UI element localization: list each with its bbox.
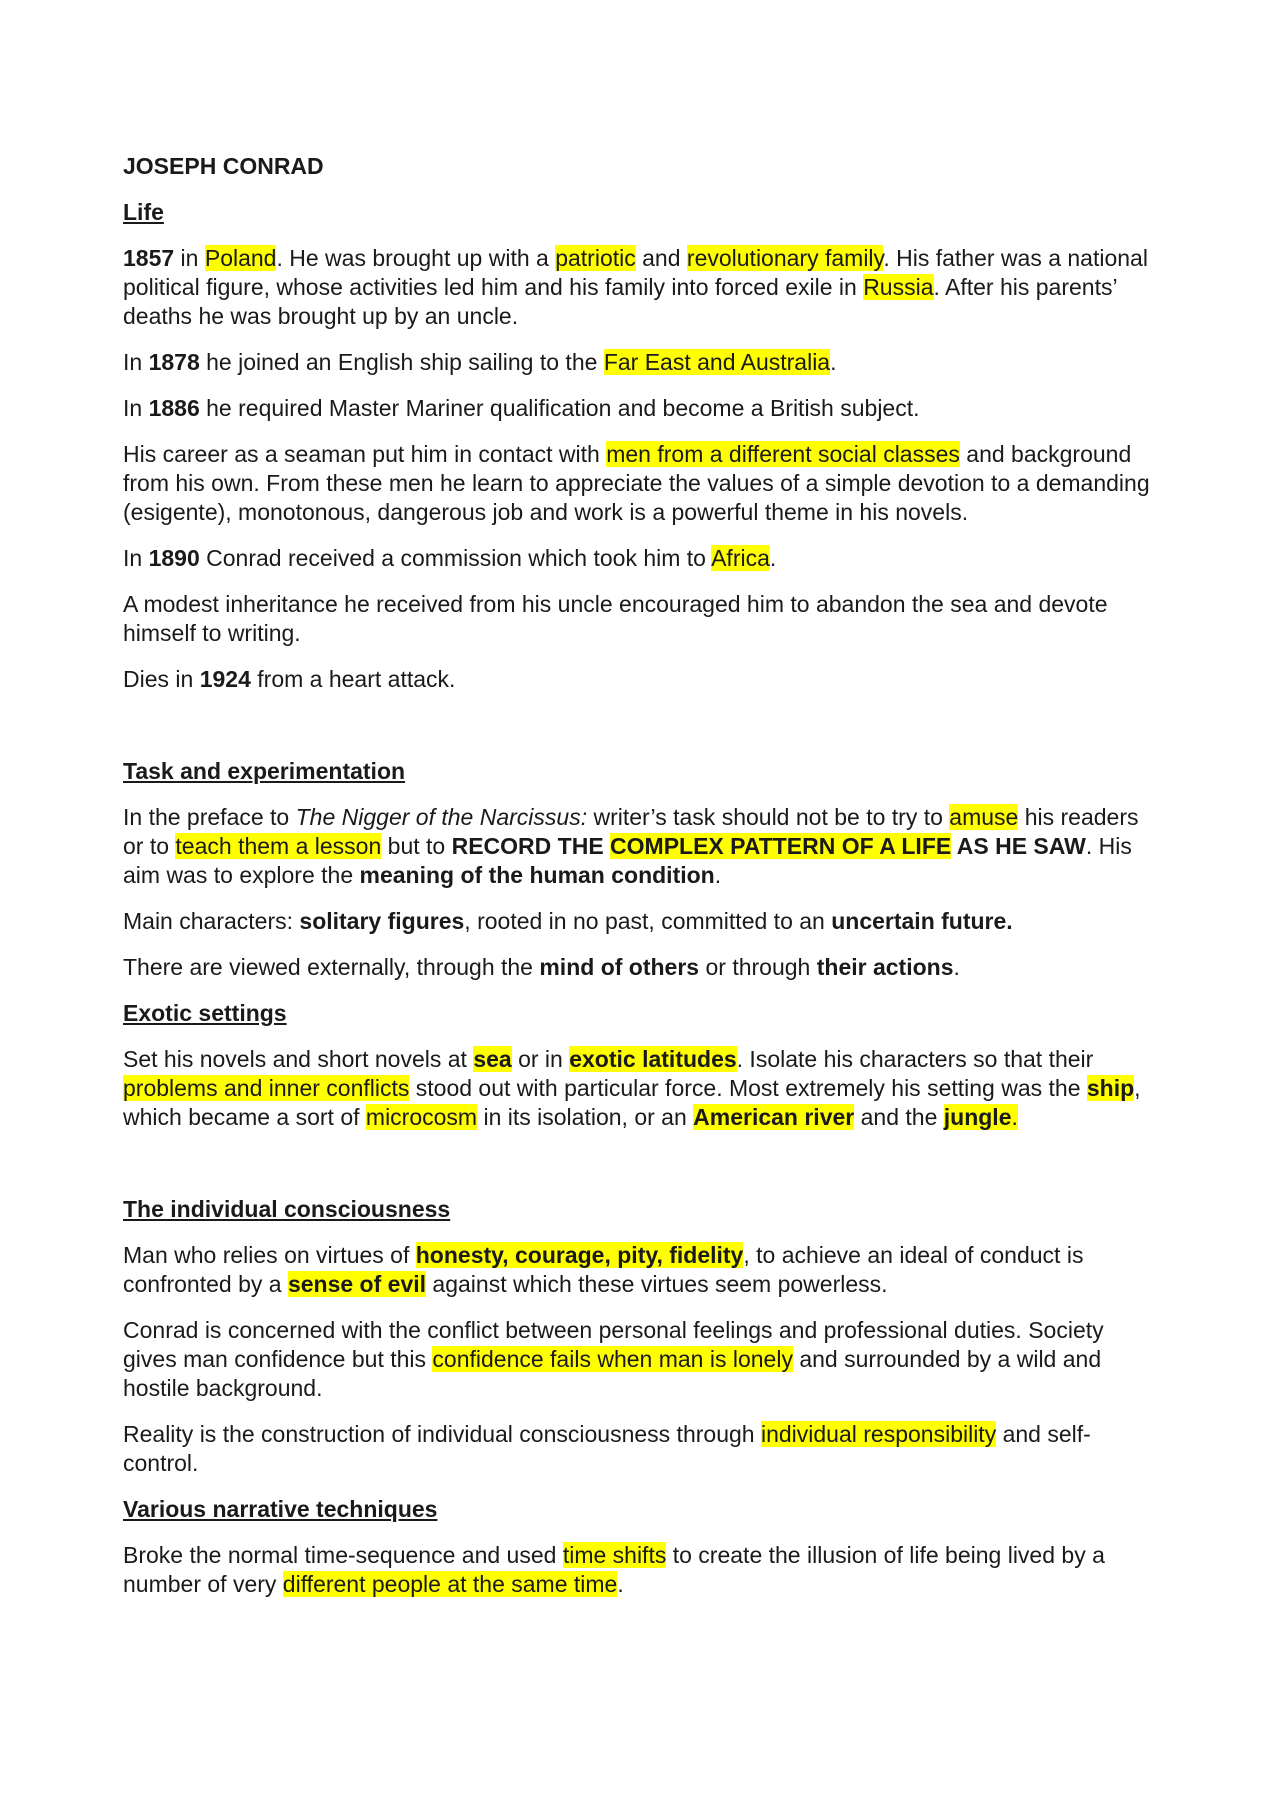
highlight-microcosm: microcosm — [365, 1104, 478, 1130]
highlight-sense-of-evil: sense of evil — [287, 1271, 427, 1297]
highlight-social-classes: men from a different social classes — [606, 441, 960, 467]
section-heading-life: Life — [123, 199, 164, 225]
highlight-jungle: jungle — [943, 1104, 1012, 1130]
highlight-exotic-latitudes: exotic latitudes — [569, 1046, 737, 1072]
paragraph-virtues: Man who relies on virtues of honesty, courage, pity, fidelity, to achieve an ideal of conduct is confronted by a sense of evil against which these virtues seem powerless. — [123, 1242, 1084, 1297]
highlight-patriotic: patriotic — [555, 245, 636, 271]
section-heading-task: Task and experimentation — [123, 758, 406, 784]
document-page — [123, 152, 1163, 1616]
section-gap — [123, 711, 1163, 757]
paragraph-reality: Reality is the construction of individual consciousness through individual responsibility and self-control. — [123, 1421, 1091, 1476]
section-heading-individual: The individual consciousness — [123, 1196, 451, 1222]
paragraph-preface: In the preface to The Nigger of the Narcissus: writer’s task should not be to try to amuse his readers or to teach them a lesson but to RECORD THE COMPLEX PATTERN OF A LIFE AS HE SAW. His aim was to explore the meaning of the human condition. — [123, 804, 1139, 888]
paragraph-1890: In 1890 Conrad received a commission which took him to Africa. — [123, 545, 777, 571]
paragraph-viewed-externally: There are viewed externally, through the mind of others or through their actions. — [123, 954, 960, 980]
highlight-time-shifts: time shifts — [562, 1542, 667, 1568]
highlight-revolutionary-family: revolutionary family — [686, 245, 884, 271]
paragraph-1886: In 1886 he required Master Mariner qualification and become a British subject. — [123, 395, 920, 421]
paragraph-birth: 1857 in Poland. He was brought up with a patriotic and revolutionary family. His father was a national political figure, whose activities led him and his family into forced exile in Russia. After his parents’ deaths he was brought up by an uncle. — [123, 245, 1148, 329]
highlight-poland: Poland — [204, 245, 277, 271]
highlight-virtues: honesty, courage, pity, fidelity — [415, 1242, 744, 1268]
section-heading-narrative: Various narrative techniques — [123, 1496, 438, 1522]
paragraph-1878: In 1878 he joined an English ship sailing to the Far East and Australia. — [123, 349, 837, 375]
paragraph-conflict: Conrad is concerned with the conflict between personal feelings and professional duties. Society gives man confidence but this confidence fails when man is lonely and surrounded by a wild and hostile background. — [123, 1317, 1104, 1401]
highlight-complex-pattern: COMPLEX PATTERN OF A LIFE — [610, 833, 952, 859]
paragraph-career: His career as a seaman put him in contact with men from a different social classes and background from his own. From these men he learn to appreciate the values of a simple devotion to a demanding (esigente), monotonous, dangerous job and work is a powerful theme in his novels. — [123, 441, 1150, 525]
highlight-confidence-fails: confidence fails when man is lonely — [432, 1346, 793, 1372]
highlight-far-east: Far East and Australia — [603, 349, 831, 375]
highlight-problems: problems and inner conflicts — [123, 1075, 410, 1101]
section-gap — [123, 1149, 1163, 1195]
paragraph-time-shifts: Broke the normal time-sequence and used time shifts to create the illusion of life being lived by a number of very different people at the same time. — [123, 1542, 1105, 1597]
highlight-individual-responsibility: individual responsibility — [760, 1421, 997, 1447]
highlight-africa: Africa — [711, 545, 770, 571]
paragraph-settings: Set his novels and short novels at sea or in exotic latitudes. Isolate his characters so that their problems and inner conflicts stood out with particular force. Most extremely his setting was the ship, which became a sort of microcosm in its isolation, or an American river and the jungle. — [123, 1046, 1141, 1130]
highlight-ship: ship — [1086, 1075, 1135, 1101]
document-title: JOSEPH CONRAD — [123, 153, 324, 179]
highlight-amuse: amuse — [949, 804, 1019, 830]
section-heading-exotic: Exotic settings — [123, 1000, 287, 1026]
paragraph-death: Dies in 1924 from a heart attack. — [123, 666, 456, 692]
paragraph-main-characters: Main characters: solitary figures, rooted in no past, committed to an uncertain future. — [123, 908, 1013, 934]
highlight-russia: Russia — [863, 274, 934, 300]
highlight-teach: teach them a lesson — [175, 833, 382, 859]
highlight-american-river: American river — [693, 1104, 855, 1130]
paragraph-inheritance: A modest inheritance he received from his uncle encouraged him to abandon the sea and devote himself to writing. — [123, 591, 1108, 646]
highlight-sea: sea — [473, 1046, 512, 1072]
highlight-different-people: different people at the same time — [282, 1571, 618, 1597]
